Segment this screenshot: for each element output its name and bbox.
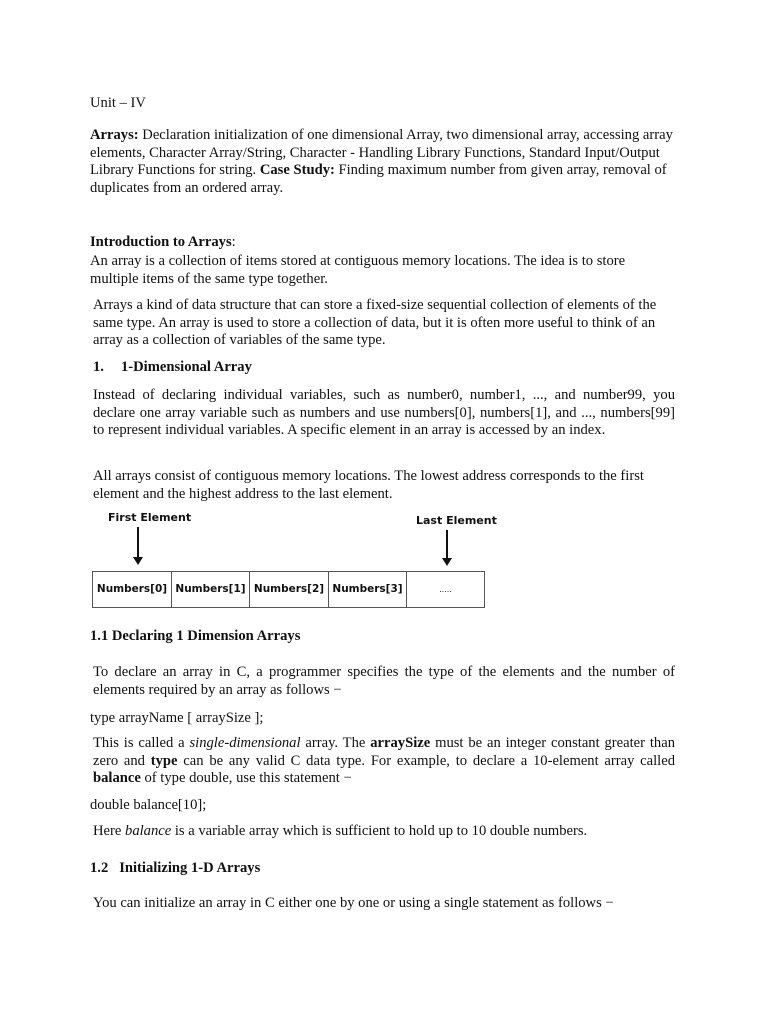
section1-paragraph-2: All arrays consist of contiguous memory locations. The lowest address corresponds to the first element and the highest address to the last element. (93, 468, 644, 502)
section11-paragraph-3: Here balance is a variable array which is sufficient to hold up to 10 double numbers. (93, 823, 588, 839)
array-cell-ellipsis: ..... (406, 571, 485, 608)
section11-paragraph-2: This is called a single-dimensional array. The arraySize must be an integer constant greater than zero and type can be any valid C data type. For example, to declare a 10-element array called balance of type double, use this statement − (93, 735, 676, 787)
code-double-balance: double balance[10]; (90, 797, 207, 813)
section12-paragraph-1: You can initialize an array in C either one by one or using a single statement as follows − (93, 895, 614, 911)
first-element-label: First Element (108, 511, 192, 524)
intro-heading: Introduction to Arrays: (90, 234, 236, 250)
intro-paragraph-2: Arrays a kind of data structure that can store a fixed-size sequential collection of elements of the same type. An array is used to store a collection of data, but it is often more useful to think of an array as a collection of variables of the same type. (93, 297, 657, 349)
section1-paragraph-1: Instead of declaring individual variables, such as number0, number1, ..., and number99, you declare one array variable such as numbers and use numbers[0], numbers[1], and ..., numbers[99] to represent individual variables. A specific element in an array is accessed by an index. (93, 387, 675, 439)
syllabus-paragraph: Arrays: Declaration initialization of one dimensional Array, two dimensional array, accessing array elements, Character Array/String, Character - Handling Library Functions, Standard Input/Output Library Functions for string. Case Study: Finding maximum number from given array, removal of duplicates from an ordered array. (90, 127, 673, 196)
last-element-label: Last Element (416, 514, 497, 527)
array-cells (92, 571, 485, 608)
first-element-arrowhead (133, 557, 143, 565)
last-element-arrow (446, 530, 448, 559)
array-cell: Numbers[1] (171, 571, 249, 608)
array-cell: Numbers[2] (249, 571, 328, 608)
section11-heading: 1.1 Declaring 1 Dimension Arrays (90, 628, 301, 644)
arrays-label: Arrays: (90, 127, 139, 143)
array-cell: Numbers[3] (328, 571, 406, 608)
last-element-arrowhead (442, 558, 452, 566)
code-type-arrayname: type arrayName [ arraySize ]; (90, 710, 264, 726)
first-element-arrow (137, 527, 139, 558)
section11-paragraph-1: To declare an array in C, a programmer specifies the type of the elements and the number of elements required by an array as follows − (93, 664, 675, 698)
intro-paragraph-1: An array is a collection of items stored at contiguous memory locations. The idea is to store multiple items of the same type together. (90, 253, 626, 287)
section1-heading: 1. 1-Dimensional Array (93, 359, 252, 375)
section12-heading: 1.2 Initializing 1-D Arrays (90, 860, 261, 876)
array-cell: Numbers[0] (92, 571, 171, 608)
case-study-label: Case Study: (259, 162, 335, 179)
unit-title: Unit – IV (90, 95, 146, 111)
